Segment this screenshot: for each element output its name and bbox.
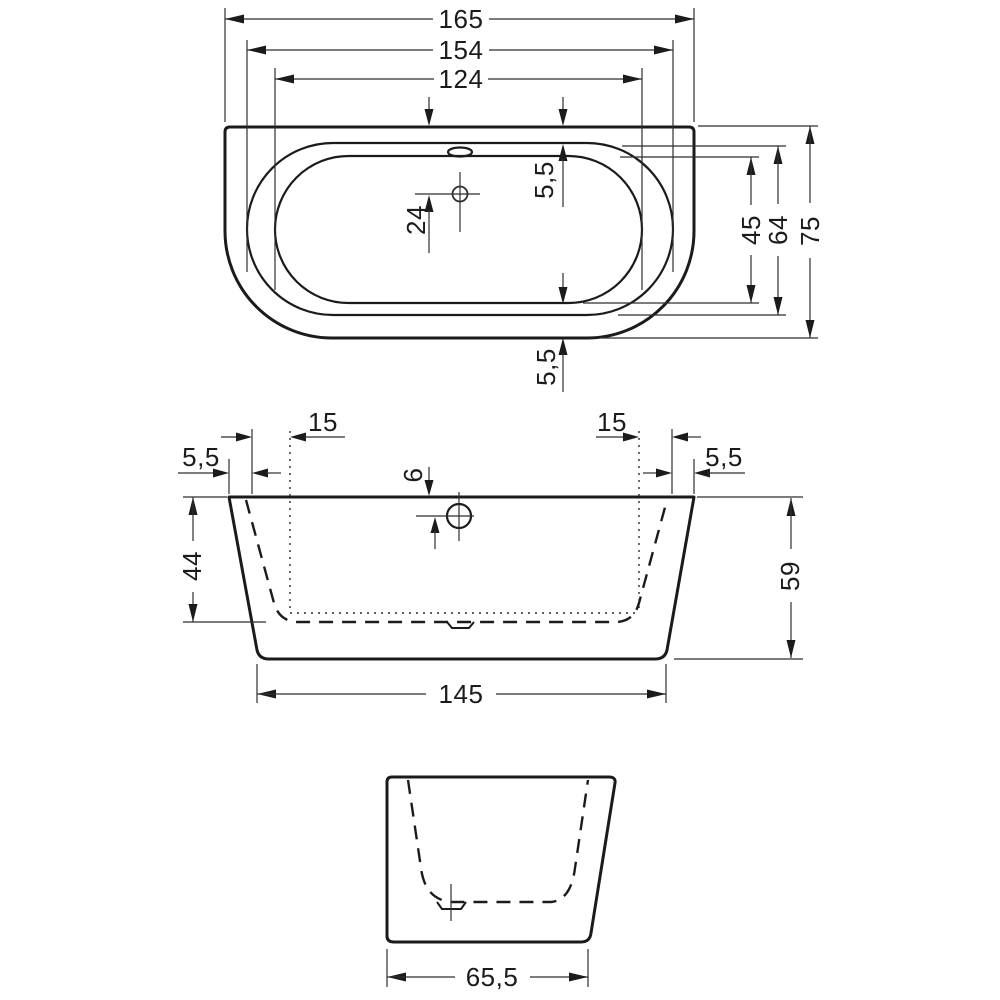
dim-interior-depth [177,497,207,622]
dim-label-24: 24 [401,205,431,235]
dim-label-5-5-front: 5,5 [531,348,561,386]
arrowhead [431,517,440,533]
tub-side-contour [387,777,615,942]
arrowhead [654,46,673,55]
tub-front-hidden-interior [246,500,667,622]
top-view-extension-lines [225,8,818,338]
arrowhead [290,433,306,442]
dim-label-15-right: 15 [597,407,627,437]
arrowhead [806,320,815,338]
dim-label-75: 75 [795,216,825,246]
dim-label-45: 45 [736,215,766,245]
arrowhead [623,75,642,84]
dim-overall-width [225,4,694,34]
arrowhead [189,604,198,622]
dim-label-5-5-back: 5,5 [529,161,559,199]
basin-footprint-dotted [290,431,639,613]
arrowhead [225,15,244,24]
dim-label-5-5-right: 5,5 [705,442,743,472]
side-view [387,777,615,992]
dim-basin-depth [736,157,766,303]
tub-basin-edge [275,156,642,303]
dim-rim-inset-front [531,273,568,392]
arrowhead [774,297,783,315]
front-view [177,407,805,709]
dim-label-6: 6 [398,467,428,483]
dim-overflow-offset [398,467,440,549]
arrowhead [787,640,796,658]
dim-label-5-5-left: 5,5 [182,442,220,472]
arrowhead [559,109,568,126]
dim-label-154: 154 [438,35,484,65]
dim-rim-to-basin-left [221,407,345,442]
arrowhead [252,469,268,478]
dim-rim-to-basin-right [596,407,701,442]
dim-label-124: 124 [438,64,484,94]
dim-label-44: 44 [177,551,207,581]
dim-label-64: 64 [763,215,793,245]
arrowhead [425,109,434,126]
dim-label-15-left: 15 [308,407,338,437]
arrowhead [672,433,688,442]
arrowhead [656,469,672,478]
tub-front-contour [229,497,694,659]
arrowhead [275,75,294,84]
dim-overall-height [775,498,805,658]
arrowhead [559,287,568,304]
arrowhead [747,285,756,303]
arrowhead [675,15,694,24]
dim-label-165: 165 [438,4,484,34]
dim-label-145: 145 [438,679,484,709]
dim-basin-width [275,64,642,94]
dim-base-width [257,679,666,709]
dim-label-65-5: 65,5 [465,962,519,992]
dim-drain-offset [401,97,434,253]
arrowhead [236,433,252,442]
top-view [225,4,825,392]
dim-rim-inset-back [529,97,568,207]
arrowhead [559,144,568,161]
dim-rim-width [247,35,673,65]
dim-rim-depth [763,146,793,315]
tub-side-hidden-interior [408,780,588,902]
arrowhead [647,690,666,699]
dim-overall-depth [795,126,825,338]
dim-base-depth [387,962,588,992]
dim-label-59: 59 [775,561,805,591]
arrowhead [569,973,588,982]
arrowhead [247,46,266,55]
